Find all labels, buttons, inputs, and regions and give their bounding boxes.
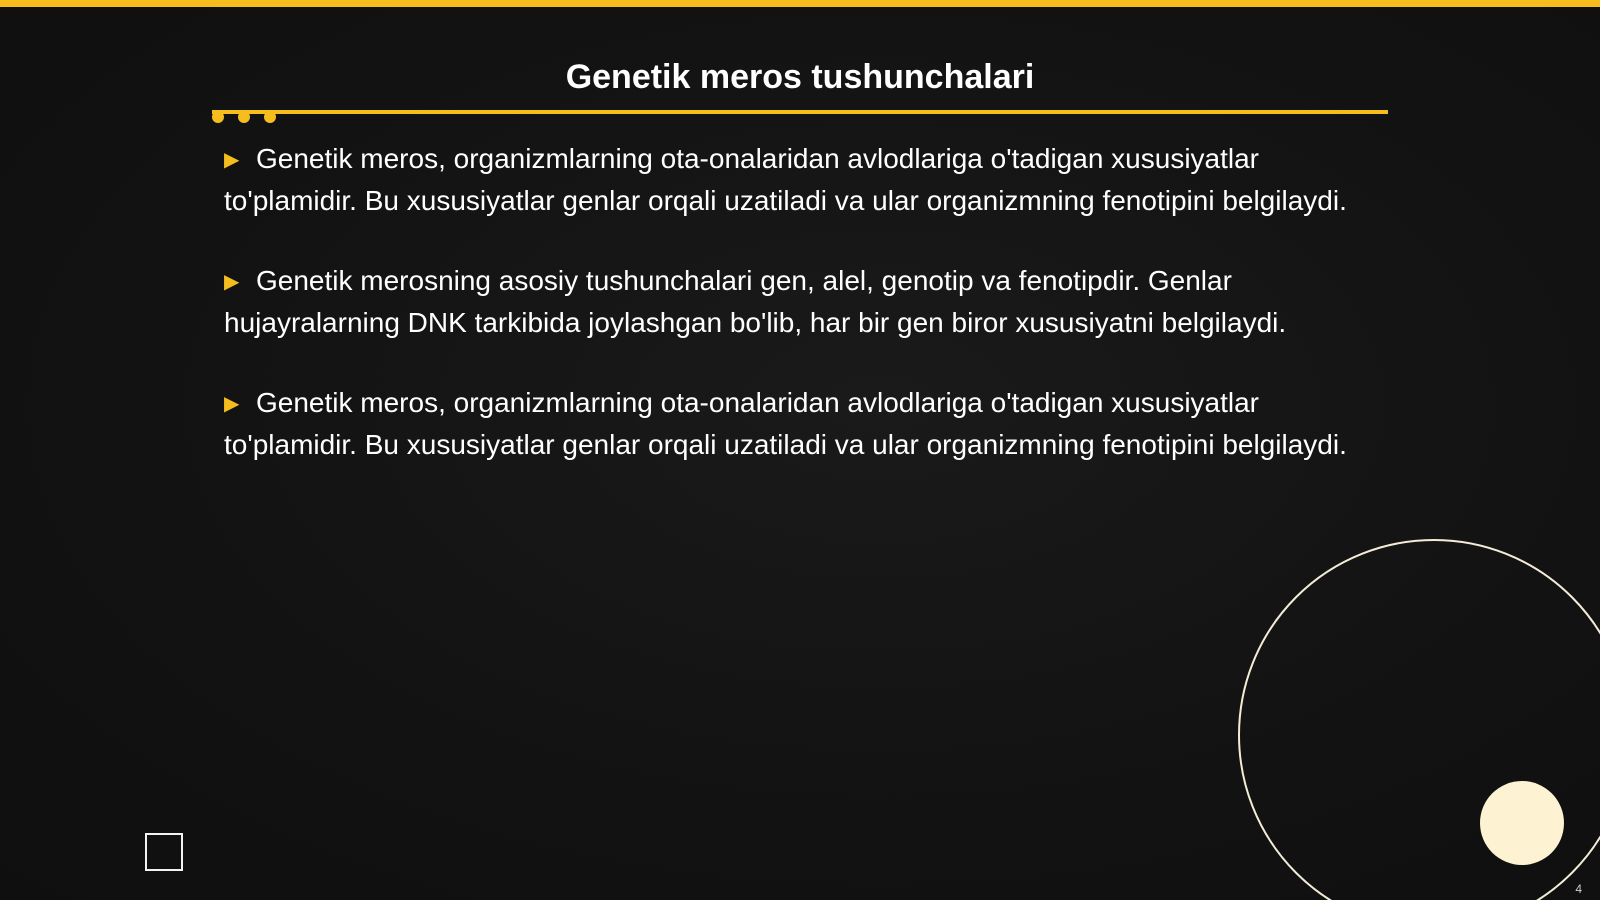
slide-body bbox=[224, 139, 1374, 505]
triangle-bullet-icon: ▶ bbox=[224, 393, 240, 415]
decorative-dot-3 bbox=[264, 111, 276, 123]
top-accent-bar bbox=[0, 0, 1600, 7]
page-number: 4 bbox=[1575, 882, 1582, 896]
bullet-paragraph-3 bbox=[224, 383, 1374, 465]
triangle-bullet-icon: ▶ bbox=[224, 271, 240, 293]
triangle-bullet-icon: ▶ bbox=[224, 149, 240, 171]
decorative-filled-circle bbox=[1480, 781, 1564, 865]
paragraph-text: Genetik merosning asosiy tushunchalari gen, alel, genotip va fenotipdir. Genlar hujayralarning DNK tarkibida joylashgan bo'lib, har bir gen biror xususiyatni belgilaydi. bbox=[224, 265, 1287, 338]
paragraph-text: Genetik meros, organizmlarning ota-onalaridan avlodlariga o'tadigan xususiyatlar to'plamidir. Bu xususiyatlar genlar orqali uzatiladi va ular organizmning fenotipini belgilaydi. bbox=[224, 143, 1347, 216]
bullet-paragraph-1 bbox=[224, 139, 1374, 221]
decorative-square bbox=[145, 833, 183, 871]
slide-title: Genetik meros tushunchalari bbox=[565, 58, 1035, 96]
title-underline bbox=[212, 110, 1388, 114]
bullet-paragraph-2 bbox=[224, 261, 1374, 343]
decorative-dot-2 bbox=[238, 111, 250, 123]
paragraph-text: Genetik meros, organizmlarning ota-onalaridan avlodlariga o'tadigan xususiyatlar to'plamidir. Bu xususiyatlar genlar orqali uzatiladi va ular organizmning fenotipini belgilaydi. bbox=[224, 387, 1347, 460]
decorative-dot-1 bbox=[212, 111, 224, 123]
